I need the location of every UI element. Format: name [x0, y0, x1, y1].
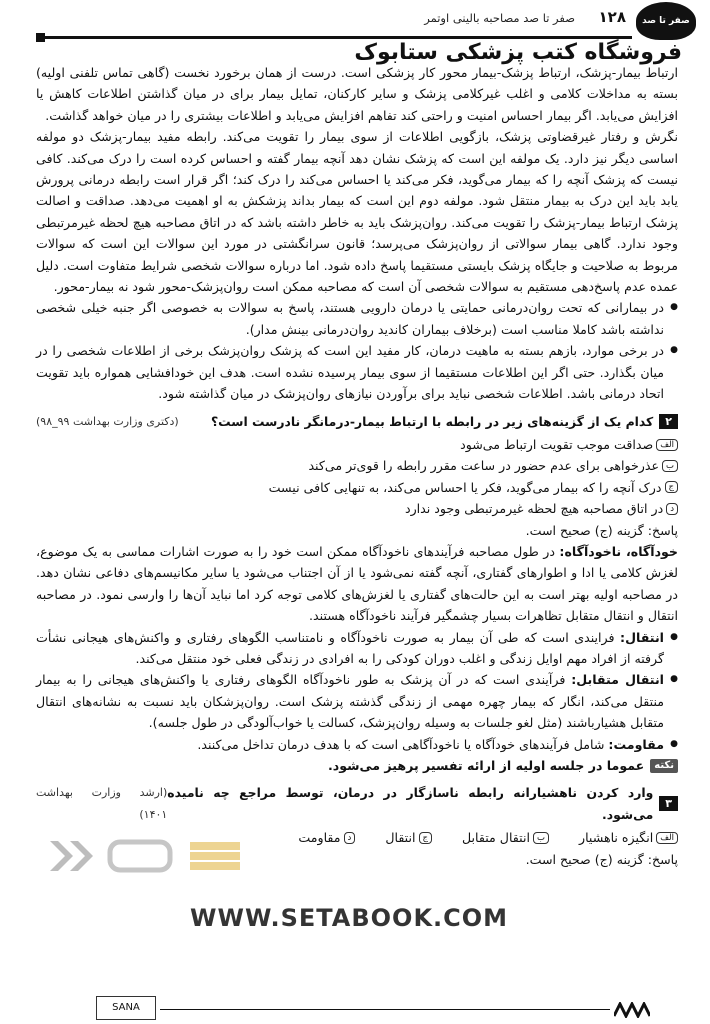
bullet-countertransference — [36, 669, 678, 733]
term-text: فرایندی است که طی آن بیمار به صورت ناخودآگاه و نامتناسب الگوهای رفتاری و واکنش‌های هیجانی نشأت گرفته از افراد مهم اوایل زندگی و اغلب دوران کودکی را به افرادی در زندگی فعلی خود منتقل می‌کند. — [36, 629, 664, 666]
paragraph-rapport: ارتباط بیمار-پزشک، ارتباط پزشک-بیمار محور کار پزشکی است. درست از همان برخورد نخست (گاهی تماس تلفنی اولیه) بسته به مداخلات کلامی و اغلب غیرکلامی پزشک و سایر کارکنان، تمایل بیمار برای در میان گذاشتن اطلاعات کاهش یا افزایش می‌یابد. اگر بیمار احساس امنیت و راحتی کند تفاهم افزایش می‌یابد و اطلاعات بیشتری را در میان خواهد گذاشت. — [36, 65, 678, 123]
option-text: درک آنچه را که بیمار می‌گوید، فکر یا احساس می‌کند، به تنهایی کافی نیست — [268, 479, 662, 495]
term-text: شامل فرآیندهای خودآگاه یا ناخودآگاهی است که با هدف درمان تداخل می‌کنند. — [197, 736, 605, 752]
series-logo: صفر تا صد — [636, 2, 696, 40]
option-text: عذرخواهی برای عدم حضور در ساعت مقرر رابطه را قوی‌تر می‌کند — [308, 458, 659, 474]
option-key: ب — [533, 832, 549, 844]
option-c — [385, 827, 432, 848]
option-text: مقاومت — [298, 830, 341, 846]
option-a — [36, 434, 678, 455]
term: مقاومت: — [608, 736, 664, 752]
note — [36, 755, 678, 776]
term-text: فرآیندی است که در آن پزشک به طور ناخودآگاه الگوهای رفتاری یا واکنش‌های هیجانی را به بیمار منتقل می‌کند، انگار که بیمار چهره مهمی از زندگی گذشته پزشک است. روان‌پزشکان باید نسبت به نشانه‌های انتقال متقابل هشیارباشند (مثل لغو جلسات به وسیله روان‌پزشک، کسالت یا خواب‌آلودگی در طول جلسه). — [36, 672, 664, 731]
option-b — [462, 827, 549, 848]
option-key: الف — [656, 439, 678, 451]
page-body — [36, 62, 678, 870]
store-website: WWW.SETABOOK.COM — [190, 904, 509, 932]
bullet-self-disclosure: ● در برخی موارد، بازهم بسته به ماهیت درمان، کار مفید این است که پزشک روان‌پزشک برخی از اطلاعات شخصی را در میان بگذارد. حتی اگر این اطلاعات مستقیما از سوی بیمار پرسیده نشده است. هدف این خودافشایی همواره باید تقویت اتحاد درمانی باشد. اطلاعات شخصی نباید برای برآوردن نیازهای روان‌پزشک در میان گذاشته شود. — [36, 340, 678, 404]
bullet-supportive: ● در بیمارانی که تحت روان‌درمانی حمایتی یا درمان دارویی هستند، پاسخ به سوالات به خصوصی اگر جنبه خیلی شخصی نداشته باشد کاملا مناسب است (برخلاف بیماران کاندید روان‌درمانی بینش مدار). — [36, 297, 678, 340]
option-b — [36, 455, 678, 476]
option-text: در اتاق مصاحبه هیچ لحظه غیرمرتبطی وجود ندارد — [404, 501, 664, 517]
option-c — [36, 477, 678, 498]
option-text: انتقال متقابل — [462, 830, 530, 846]
footer-rule — [160, 1009, 610, 1011]
note-text: عموما در جلسه اولیه از ارائه تفسیر پرهیز می‌شود. — [327, 758, 645, 773]
paragraph-unconscious — [36, 541, 678, 627]
question-number: ۳ — [659, 796, 678, 811]
paragraph-nonjudgmental: نگرش و رفتار غیرقضاوتی پزشک، بازگویی اطلاعات از سوی بیمار را تقویت می‌کند. رابطه مفید بیمار-پزشک دو مولفه اساسی دیگر نیز دارد. یک مولفه این است که پزشک نشان دهد آنچه بیمار گفته و احساس کرده است را درک می‌کند. کافی نیست که پزشک آنچه را که بیمار می‌گوید، فکر می‌کند یا احساس می‌کند را درک کند؛ اگر قرار است رابطه درمانی پرورش یابد باید این درک به بیمار منتقل شود. مولفه دوم این است که بیمار بداند پزشکش به او اهمیت می‌دهد. صداقت و اصالت پزشک ارتباط بیمار-پزشک را تقویت می‌کند. روان‌پزشک باید به خاطر داشته باشد که در اتاق مصاحبه هیچ لحظه غیرمرتبطی وجود ندارد. گاهی بیمار سوالاتی از روان‌پزشک می‌پرسد؛ قانون سرانگشتی در مورد این سوالات این است که سوالات مربوط به صلاحیت و جایگاه پزشک بایستی مستقیما پاسخ داده شود. اما درباره سوالات شخصی شرایط متفاوت است. دلیل عمده عدم پاسخ‌دهی مستقیم به سوالات شخصی آن است که مصاحبه ممکن است روان‌پزشک-محور شود نه بیمار-محور. — [36, 129, 678, 295]
term-text: در طول مصاحبه فرآیندهای ناخودآگاه ممکن است خود را به صورت اشارات مماسی به یک موضوع، لغزش کلامی یا ادا و اطوارهای گفتاری، آنچه گفته نمی‌شود یا از آن اجتناب می‌شود یا سایر مکانیسم‌های دفاعی نشان دهد. در مصاحبه اولیه بهتر است به این حالت‌های گفتاری یا لغزش‌های کلامی توجه کرد اما نباید آن‌ها را وارسی نمود. در مصاحبه انتقال و انتقال متقابل تظاهرات بسیار چشمگیر فرآیند ناخودآگاه هستند. — [36, 543, 678, 624]
header-rule-end — [36, 33, 45, 42]
store-logo-mark — [40, 836, 250, 876]
option-key: ج — [665, 481, 679, 493]
book-title: صفر تا صد مصاحبه بالینی اوتمر — [424, 11, 575, 25]
term: خودآگاه، ناخودآگاه: — [559, 543, 679, 559]
question-reference: (دکتری وزارت بهداشت ۹۹_۹۸) — [36, 414, 179, 428]
question-3 — [36, 782, 678, 825]
option-key: ج — [419, 832, 433, 844]
option-d — [36, 498, 678, 519]
question-text: وارد کردن ناهشیارانه رابطه ناسازگار در درمان، توسط مراجع چه نامیده می‌شود. — [167, 785, 654, 822]
publisher-logo: SANA — [96, 996, 156, 1020]
bullet-transference — [36, 627, 678, 670]
option-key: د — [344, 832, 356, 844]
question-number: ۲ — [659, 414, 678, 429]
question-reference: (ارشد وزارت بهداشت ۱۴۰۱) — [36, 786, 168, 821]
store-watermark: فروشگاه کتب پزشکی ستابوک — [354, 40, 682, 65]
decorative-zigzag-icon — [614, 1002, 650, 1018]
option-d — [298, 827, 355, 848]
answer: پاسخ: گزینه (ج) صحیح است. — [525, 522, 678, 538]
question-2 — [36, 411, 678, 432]
term: انتقال متقابل: — [571, 672, 664, 688]
option-text: صداقت موجب تقویت ارتباط می‌شود — [460, 436, 654, 452]
answer: پاسخ: گزینه (ج) صحیح است. — [525, 851, 678, 867]
question-text: کدام یک از گزینه‌های زیر در رابطه با ارتباط بیمار-درمانگر نادرست است؟ — [210, 413, 654, 429]
note-tag: نکته — [650, 759, 678, 773]
option-key: الف — [656, 832, 678, 844]
option-text: انگیزه ناهشیار — [578, 830, 654, 846]
header-rule — [38, 36, 632, 39]
page-header — [0, 0, 710, 44]
page-number: ۱۲۸ — [598, 8, 626, 26]
option-key: ب — [662, 460, 678, 472]
bullet-resistance — [36, 734, 678, 755]
term: انتقال: — [620, 629, 664, 645]
option-text: انتقال — [385, 830, 416, 846]
option-key: د — [666, 503, 678, 515]
option-a — [579, 827, 678, 848]
